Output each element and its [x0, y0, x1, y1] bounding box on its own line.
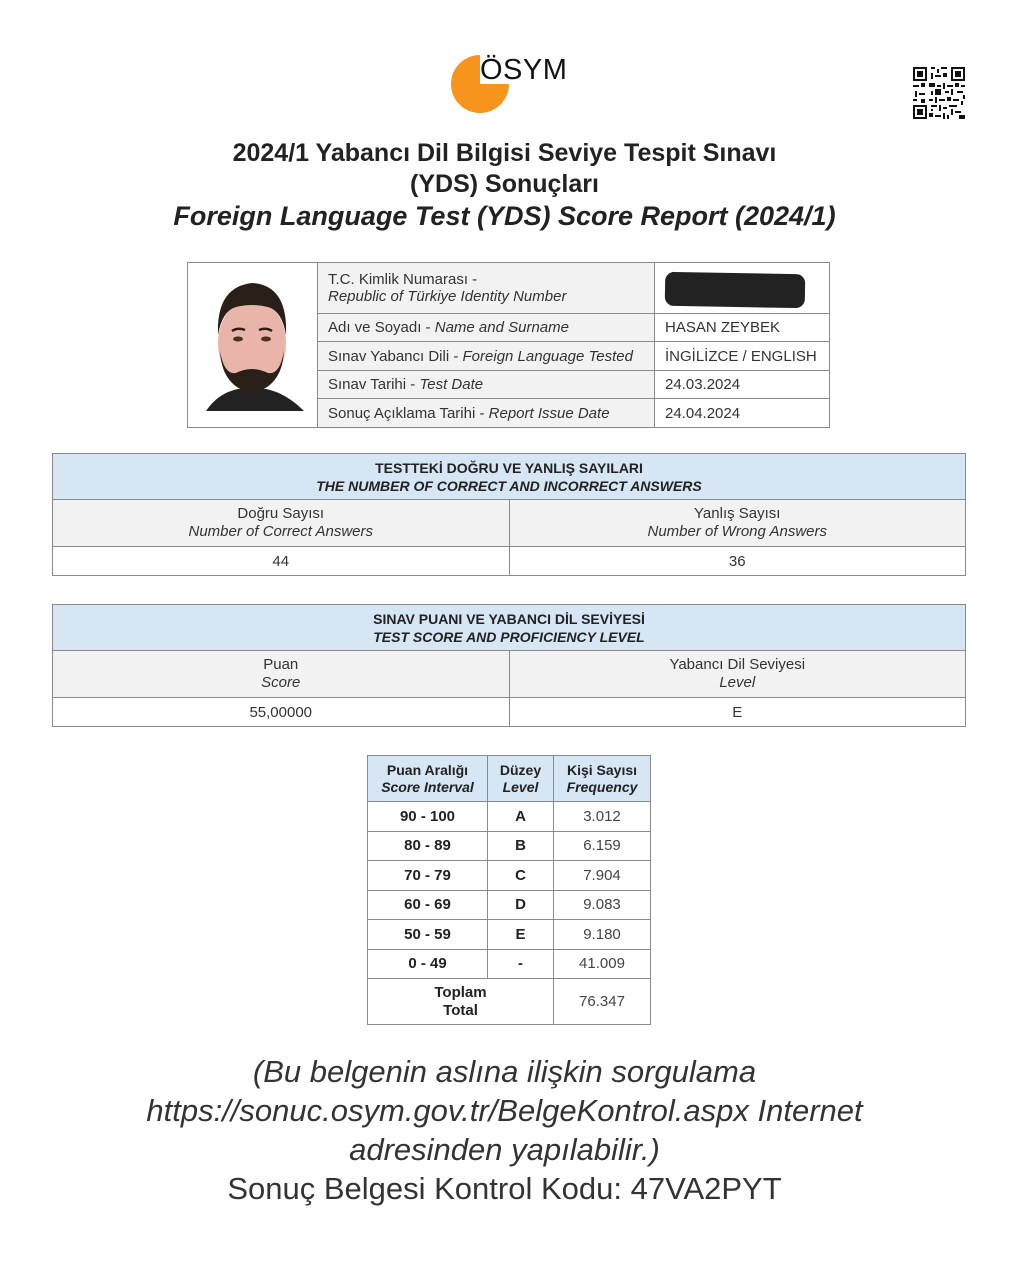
- correct-label-en: Number of Correct Answers: [188, 523, 373, 540]
- score-label-en: Score: [261, 674, 301, 691]
- score-value: 55,00000: [53, 698, 510, 727]
- answers-header-tr: TESTTEKİ DOĞRU VE YANLIŞ SAYILARI: [375, 459, 643, 476]
- name-value: HASAN ZEYBEK: [655, 313, 830, 342]
- count-cell: 41.009: [554, 949, 651, 979]
- language-value: İNGİLİZCE / ENGLISH: [655, 342, 830, 371]
- level-cell: A: [488, 802, 554, 832]
- identity-table: [187, 262, 830, 428]
- count-cell: 9.083: [554, 890, 651, 920]
- score-header: [53, 605, 966, 651]
- wrong-count: 36: [509, 547, 966, 576]
- verification-url: https://sonuc.osym.gov.tr/BelgeKontrol.aspx Internet: [146, 1093, 863, 1128]
- identity-label: [318, 399, 655, 428]
- table-row: [368, 861, 651, 891]
- identity-number-value: [655, 263, 830, 314]
- level-cell: -: [488, 949, 554, 979]
- table-row: [368, 949, 651, 979]
- identity-label-tr: Sınav Yabancı Dili -: [328, 347, 463, 365]
- correct-count: 44: [53, 547, 510, 576]
- count-cell: 7.904: [554, 861, 651, 891]
- identity-label-tr: Sınav Tarihi -: [328, 376, 420, 394]
- interval-header-tr: Puan Aralığı: [386, 761, 469, 778]
- table-row: [368, 920, 651, 950]
- person-photo-icon: [188, 263, 316, 423]
- control-code: 47VA2PYT: [630, 1171, 782, 1206]
- score-header-tr: SINAV PUANI VE YABANCI DİL SEVİYESİ: [373, 610, 645, 627]
- frequency-header-tr: Kişi Sayısı: [566, 761, 638, 778]
- interval-cell: 70 - 79: [368, 861, 488, 891]
- level-cell: C: [488, 861, 554, 891]
- identity-label: [318, 263, 655, 314]
- frequency-header-en: Frequency: [566, 778, 638, 795]
- level-cell: D: [488, 890, 554, 920]
- identity-label-en: Report Issue Date: [488, 404, 610, 422]
- title-line-2: (YDS) Sonuçları: [410, 170, 599, 198]
- interval-header-en: Score Interval: [381, 778, 474, 795]
- correct-label: [53, 500, 510, 547]
- total-row: [368, 979, 651, 1025]
- answers-header: [53, 454, 966, 500]
- identity-label-en: Republic of Türkiye Identity Number: [328, 287, 567, 305]
- footer-line-1: (Bu belgenin aslına ilişkin sorgulama: [252, 1054, 757, 1089]
- level-label-tr: Yabancı Dil Seviyesi: [669, 656, 806, 673]
- identity-label-en: Test Date: [419, 376, 484, 394]
- table-row: [368, 890, 651, 920]
- wrong-label-en: Number of Wrong Answers: [647, 523, 827, 540]
- interval-header: [368, 756, 488, 802]
- level-cell: B: [488, 831, 554, 861]
- level-header-en: Level: [502, 778, 539, 795]
- page-title: [0, 138, 1009, 233]
- candidate-photo: [188, 263, 318, 428]
- frequency-header: [554, 756, 651, 802]
- answers-header-en: THE NUMBER OF CORRECT AND INCORRECT ANSWERS: [316, 477, 702, 494]
- interval-cell: 80 - 89: [368, 831, 488, 861]
- osym-logo: [448, 52, 578, 114]
- level-label-en: Level: [719, 674, 756, 691]
- test-date-value: 24.03.2024: [655, 370, 830, 399]
- answers-table: [52, 453, 966, 576]
- verification-note: [0, 1052, 1009, 1208]
- score-label: [53, 651, 510, 698]
- level-label: [509, 651, 966, 698]
- identity-label: [318, 313, 655, 342]
- level-header: [488, 756, 554, 802]
- level-value: E: [509, 698, 966, 727]
- interval-cell: 60 - 69: [368, 890, 488, 920]
- logo-text: ÖSYM: [480, 54, 568, 86]
- title-line-english: Foreign Language Test (YDS) Score Report (2024/1): [173, 201, 836, 231]
- frequency-table: [367, 755, 651, 1025]
- score-header-en: TEST SCORE AND PROFICIENCY LEVEL: [373, 628, 645, 645]
- title-line-1: 2024/1 Yabancı Dil Bilgisi Seviye Tespit Sınavı: [232, 139, 777, 167]
- footer-line-3: adresinden yapılabilir.): [349, 1132, 660, 1167]
- count-cell: 6.159: [554, 831, 651, 861]
- table-row: [368, 802, 651, 832]
- interval-cell: 0 - 49: [368, 949, 488, 979]
- identity-label: [318, 370, 655, 399]
- qr-code-icon: [911, 65, 967, 121]
- identity-label-tr: Adı ve Soyadı -: [328, 319, 435, 337]
- interval-cell: 50 - 59: [368, 920, 488, 950]
- total-label: [368, 979, 554, 1025]
- redacted-block: [665, 272, 806, 308]
- wrong-label-tr: Yanlış Sayısı: [694, 505, 781, 522]
- count-cell: 9.180: [554, 920, 651, 950]
- identity-label-en: Name and Surname: [434, 319, 569, 337]
- wrong-label: [509, 500, 966, 547]
- score-label-tr: Puan: [263, 656, 299, 673]
- score-table: [52, 604, 966, 727]
- total-label-en: Total: [443, 1001, 478, 1019]
- control-code-label: Sonuç Belgesi Kontrol Kodu:: [227, 1171, 631, 1206]
- table-row: [368, 831, 651, 861]
- level-cell: E: [488, 920, 554, 950]
- issue-date-value: 24.04.2024: [655, 399, 830, 428]
- identity-label-tr: Sonuç Açıklama Tarihi -: [328, 404, 489, 422]
- control-code-line: [0, 1169, 1009, 1208]
- correct-label-tr: Doğru Sayısı: [237, 505, 325, 522]
- interval-cell: 90 - 100: [368, 802, 488, 832]
- identity-label-tr: T.C. Kimlik Numarası -: [328, 270, 478, 288]
- identity-label-en: Foreign Language Tested: [462, 347, 633, 365]
- identity-label: [318, 342, 655, 371]
- total-label-tr: Toplam: [434, 983, 487, 1001]
- total-count: 76.347: [554, 979, 651, 1025]
- level-header-tr: Düzey: [499, 761, 542, 778]
- count-cell: 3.012: [554, 802, 651, 832]
- frequency-header-row: [368, 756, 651, 802]
- identity-row: [188, 263, 830, 314]
